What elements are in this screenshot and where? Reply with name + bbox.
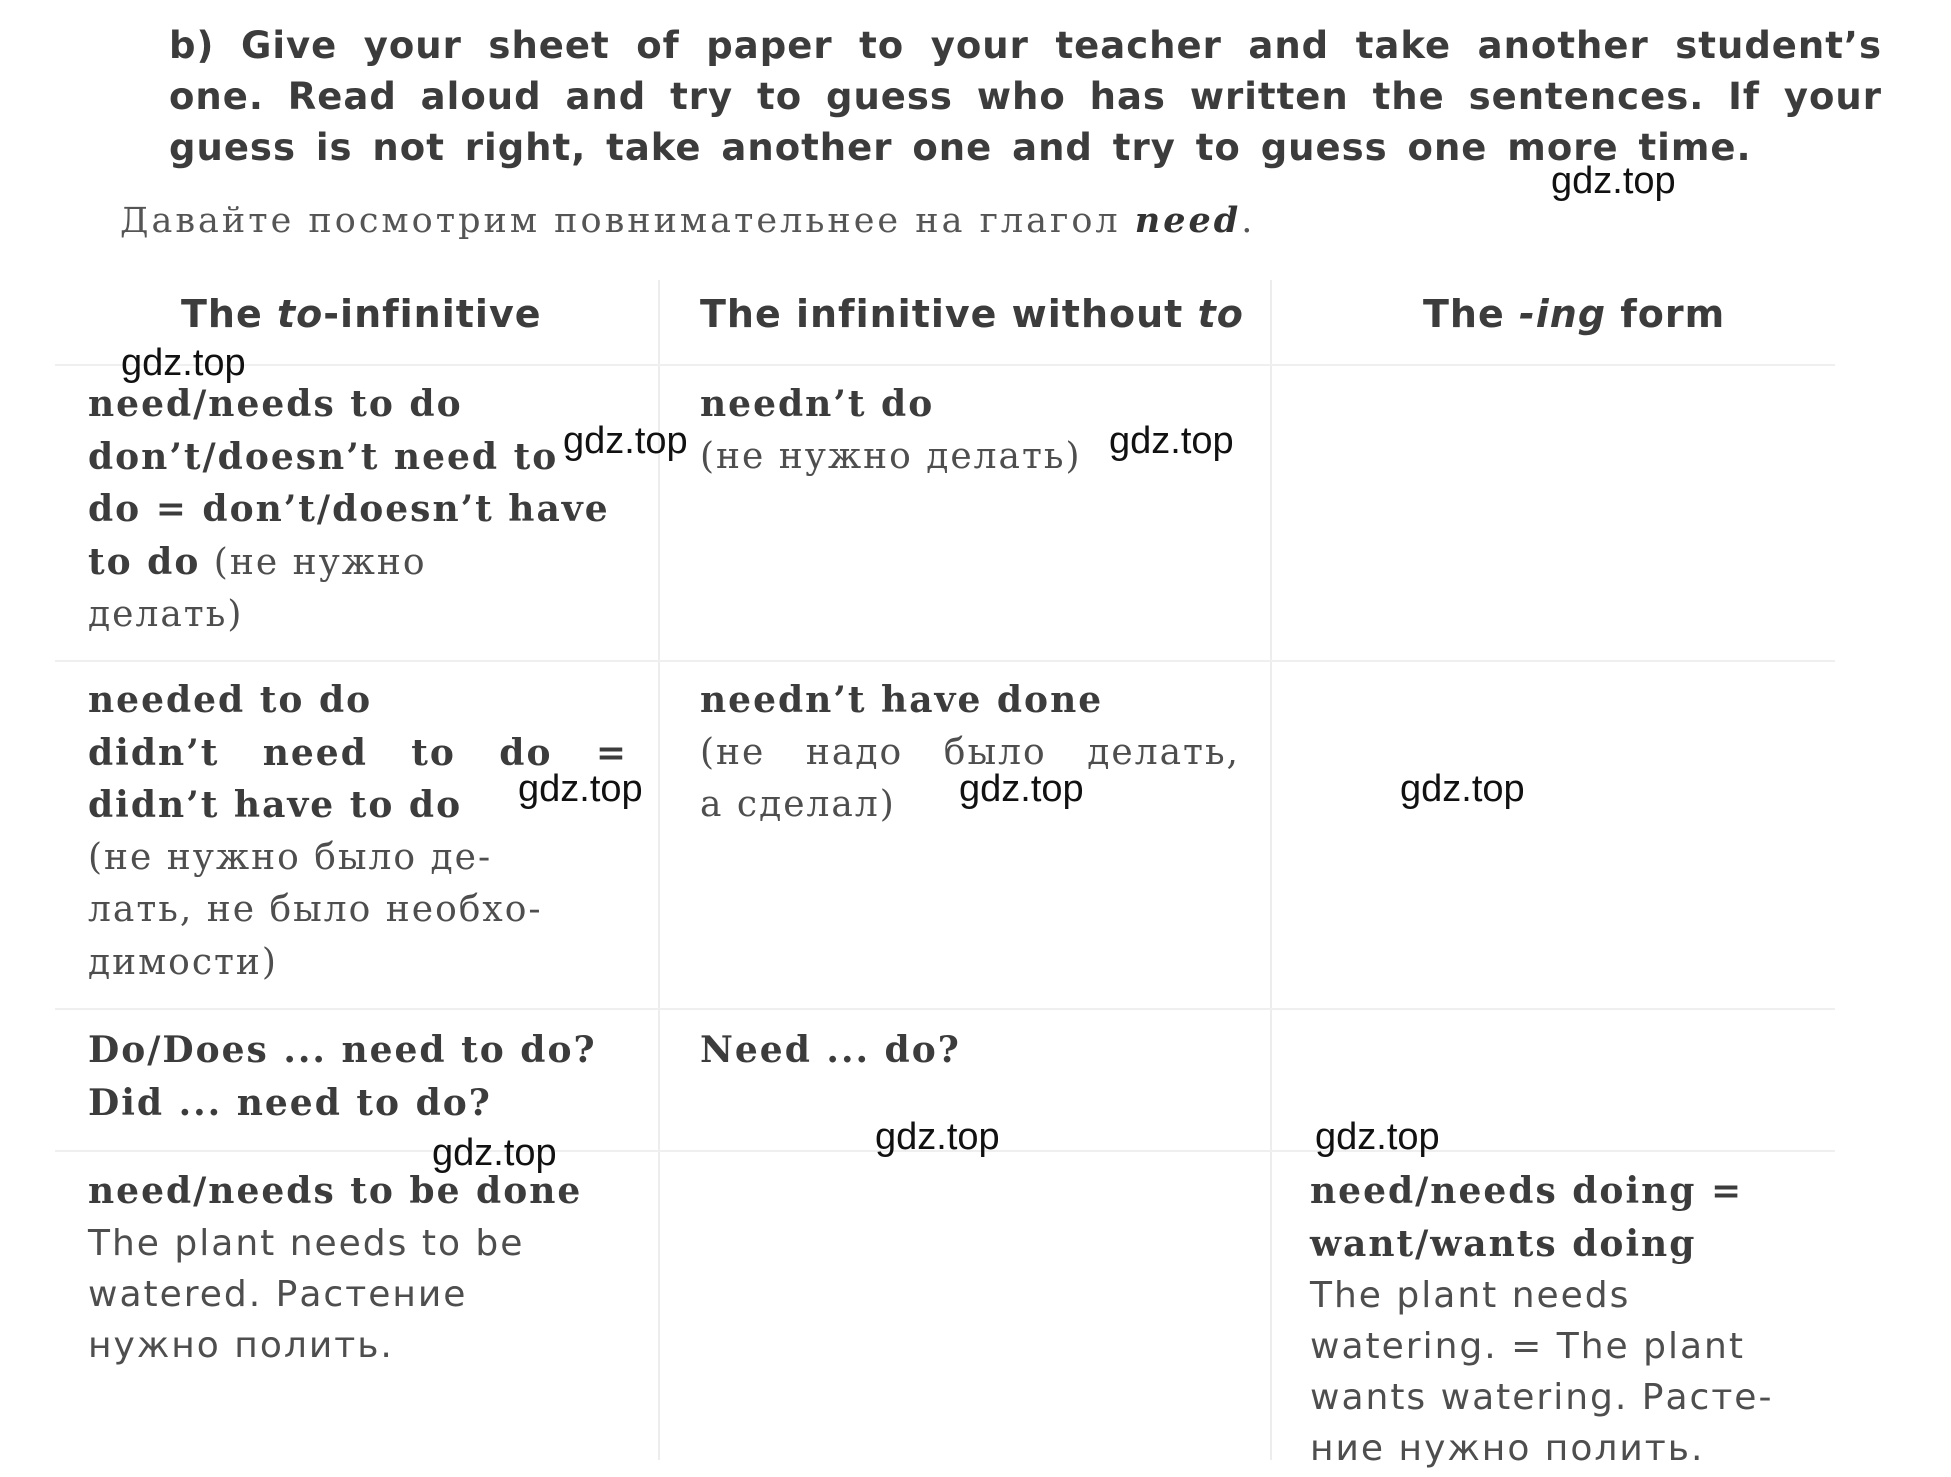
translation-line: лать, не было необхо- bbox=[88, 889, 543, 930]
form-line: didn’t need to do = bbox=[88, 731, 628, 774]
row-divider bbox=[55, 660, 1835, 662]
example-line: watering. = The plant bbox=[1310, 1326, 1745, 1367]
form-line: needn’t have done bbox=[700, 679, 1104, 721]
watermark: gdz.top bbox=[518, 768, 643, 810]
watermark: gdz.top bbox=[1400, 768, 1525, 810]
form-line: Need ... do? bbox=[700, 1029, 961, 1071]
example-line: wants watering. Расте- bbox=[1310, 1377, 1774, 1418]
form-line: don’t/doesn’t need to bbox=[88, 435, 559, 478]
form-line: Do/Does ... need to do? bbox=[88, 1029, 597, 1071]
translation-line: (не надо было делать, bbox=[700, 731, 1240, 773]
example-line: watered. Растение bbox=[88, 1273, 468, 1315]
translation-line: димости) bbox=[88, 941, 278, 983]
lead-text: Давайте посмотрим повнимательнее на глагол bbox=[120, 201, 1135, 241]
form-line: want/wants doing bbox=[1310, 1222, 1697, 1265]
example-line: The plant needs to be bbox=[88, 1222, 525, 1264]
watermark: gdz.top bbox=[1109, 420, 1234, 462]
row4-col3-cell bbox=[1310, 1165, 1830, 1474]
watermark: gdz.top bbox=[121, 342, 246, 384]
lead-keyword: need bbox=[1134, 200, 1242, 241]
form-line: need/needs to be done bbox=[88, 1170, 583, 1212]
form-line: need/needs to do bbox=[88, 383, 463, 425]
example-line: ние нужно полить. bbox=[1310, 1428, 1705, 1469]
form-line: Did ... need to do? bbox=[88, 1081, 492, 1124]
row1-col1-cell bbox=[88, 378, 628, 642]
row4-col1-cell bbox=[88, 1165, 648, 1371]
row-divider bbox=[55, 1008, 1835, 1010]
form-line: do = don’t/doesn’t have bbox=[88, 488, 610, 530]
form-line: didn’t have to do bbox=[88, 784, 463, 826]
form-line: needed to do bbox=[88, 679, 373, 721]
row2-col1-cell bbox=[88, 674, 628, 989]
watermark: gdz.top bbox=[875, 1116, 1000, 1158]
watermark: gdz.top bbox=[1551, 160, 1676, 202]
translation-line: а сделал) bbox=[700, 784, 896, 825]
header-to-infinitive: The to-infinitive bbox=[181, 292, 542, 336]
row3-col1-cell bbox=[88, 1024, 648, 1129]
header-infinitive-without-to: The infinitive without to bbox=[700, 292, 1244, 336]
column-divider bbox=[1270, 280, 1272, 1460]
watermark: gdz.top bbox=[563, 420, 688, 462]
lead-sentence bbox=[120, 200, 1255, 241]
watermark: gdz.top bbox=[432, 1132, 557, 1174]
translation-line: (не нужно было де- bbox=[88, 836, 493, 878]
form-line: need/needs doing = bbox=[1310, 1170, 1744, 1212]
header-ing-form: The -ing form bbox=[1423, 292, 1726, 336]
example-line: нужно полить. bbox=[88, 1324, 394, 1366]
form-line: needn’t do bbox=[700, 383, 935, 425]
translation-line: (не нужно делать) bbox=[700, 435, 1082, 477]
watermark: gdz.top bbox=[1315, 1116, 1440, 1158]
translation-line: делать) bbox=[88, 594, 244, 635]
example-line: The plant needs bbox=[1310, 1275, 1631, 1316]
row-divider bbox=[55, 364, 1835, 366]
row3-col2-cell bbox=[700, 1024, 1240, 1077]
watermark: gdz.top bbox=[959, 768, 1084, 810]
exercise-instruction: b) Give your sheet of paper to your teacher and take another student’s one. Read aloud and try to guess who has written the sentences. If your guess is not right, take another one and try to guess one more time. bbox=[169, 24, 1882, 169]
form-line: to do (не нужно bbox=[88, 540, 427, 583]
lead-end: . bbox=[1241, 201, 1256, 241]
